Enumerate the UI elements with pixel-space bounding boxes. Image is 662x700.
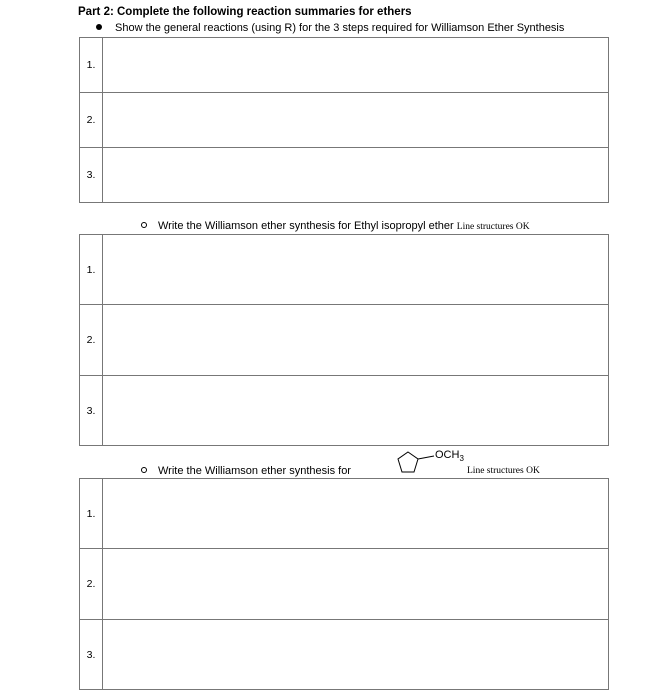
step-number: 3.	[80, 376, 103, 446]
methoxy-text: OCH	[435, 449, 460, 461]
instruction-text: Write the Williamson ether synthesis for	[158, 465, 351, 477]
answer-cell-step-2[interactable]	[103, 549, 609, 620]
sub-bullet-icon	[141, 222, 147, 228]
sub-bullet-icon	[141, 467, 147, 473]
methoxy-label	[435, 449, 464, 463]
answer-table-ethyl-isopropyl	[79, 234, 609, 446]
line-structures-note: Line structures OK	[456, 222, 530, 232]
step-number: 3.	[80, 620, 103, 690]
methoxy-subscript: 3	[459, 454, 464, 464]
cyclopentyl-structure-icon	[394, 448, 436, 478]
instruction-text: Write the Williamson ether synthesis for Ethyl isopropyl ether	[158, 220, 454, 232]
answer-table-general	[79, 37, 609, 203]
page-title: Part 2: Complete the following reaction summaries for ethers	[78, 6, 412, 18]
instruction-cyclopentyl-methyl	[141, 465, 351, 477]
answer-cell-step-2[interactable]	[103, 305, 609, 376]
answer-cell-step-2[interactable]	[103, 93, 609, 148]
bullet-text: Show the general reactions (using R) for the 3 steps required for Williamson Ether Synthesis	[115, 22, 565, 34]
answer-table-cyclopentyl	[79, 478, 609, 690]
answer-cell-step-3[interactable]	[103, 376, 609, 446]
step-number: 1.	[80, 38, 103, 93]
answer-cell-step-1[interactable]	[103, 235, 609, 305]
answer-cell-step-3[interactable]	[103, 620, 609, 690]
step-number: 2.	[80, 549, 103, 620]
bullet-general-reactions	[96, 22, 564, 34]
step-number: 3.	[80, 148, 103, 203]
step-number: 1.	[80, 479, 103, 549]
step-number: 2.	[80, 93, 103, 148]
bullet-icon	[96, 24, 102, 30]
answer-cell-step-3[interactable]	[103, 148, 609, 203]
step-number: 1.	[80, 235, 103, 305]
step-number: 2.	[80, 305, 103, 376]
answer-cell-step-1[interactable]	[103, 38, 609, 93]
instruction-ethyl-isopropyl	[141, 220, 530, 232]
line-structures-note: Line structures OK	[467, 466, 540, 476]
answer-cell-step-1[interactable]	[103, 479, 609, 549]
